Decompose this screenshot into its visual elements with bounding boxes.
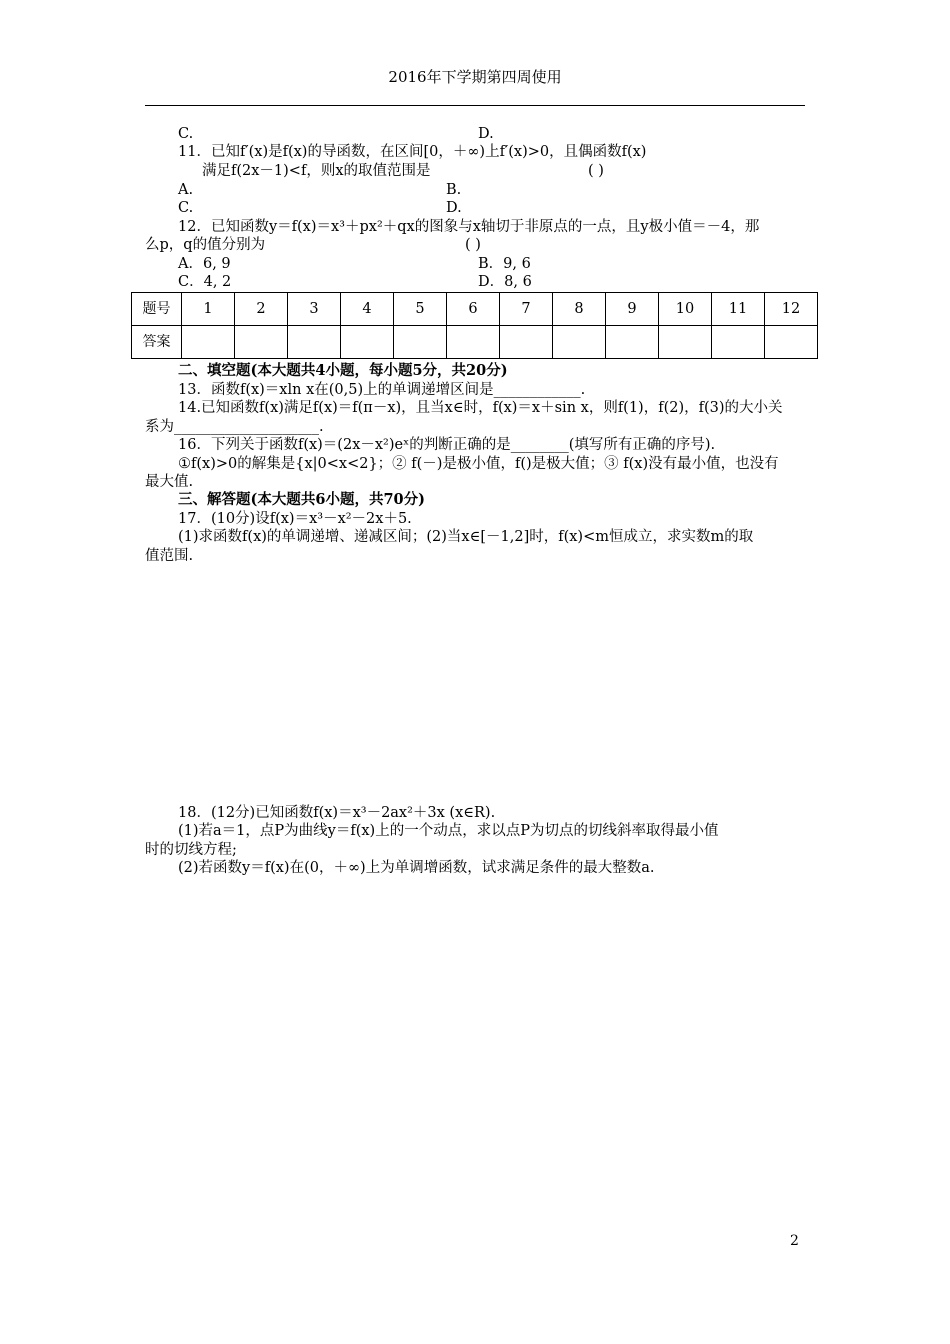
answer-table-number: 2 [235, 293, 288, 326]
answer-table-number: 12 [765, 293, 818, 326]
answer-cell [553, 326, 606, 359]
answer-cell [235, 326, 288, 359]
answer-table-number: 5 [394, 293, 447, 326]
answer-table-number: 10 [659, 293, 712, 326]
q13-stem: 13．函数f(x)＝xln x在(0,5)上的单调递增区间是____________. [178, 382, 586, 398]
answer-cell [712, 326, 765, 359]
q17-parts-line2: 值范围. [145, 548, 194, 564]
q10-option-d: D. [478, 126, 494, 142]
q18-part1-line2: 时的切线方程; [145, 842, 237, 858]
answer-cell [447, 326, 500, 359]
q12-option-b: B．9, 6 [478, 256, 531, 272]
q11-option-b: B. [446, 182, 462, 198]
q16-statements-line2: 最大值. [145, 474, 194, 490]
section-3-heading: 三、解答题(本大题共6小题，共70分) [178, 491, 425, 508]
answer-table-row-answers [132, 326, 818, 359]
q12-option-a: A．6, 9 [178, 256, 231, 272]
q11-option-d: D. [446, 200, 462, 216]
answer-table-number: 7 [500, 293, 553, 326]
answer-cell [394, 326, 447, 359]
q14-stem-line1: 14.已知函数f(x)满足f(x)＝f(π－x)，且当x∈时，f(x)＝x＋sin x，则f(1)，f(2)，f(3)的大小关 [178, 400, 783, 416]
answer-cell [500, 326, 553, 359]
section-2-heading: 二、填空题(本大题共4小题，每小题5分，共20分) [178, 362, 508, 379]
answer-cell [765, 326, 818, 359]
answer-cell [182, 326, 235, 359]
answer-cell [606, 326, 659, 359]
answer-table-number: 8 [553, 293, 606, 326]
q17-parts-line1: (1)求函数f(x)的单调递增、递减区间；(2)当x∈[－1,2]时，f(x)<m恒成立，求实数m的取 [178, 529, 754, 545]
page-header: 2016年下学期第四周使用 [388, 68, 562, 86]
q12-option-d: D．8, 6 [478, 274, 532, 290]
answer-table-number: 1 [182, 293, 235, 326]
answer-table-header-number: 题号 [132, 293, 182, 326]
q11-stem-line2: 满足f(2x－1)<f，则x的取值范围是 [202, 163, 431, 179]
answer-table-row-numbers [132, 293, 818, 326]
header-rule [145, 105, 805, 106]
q18-part1-line1: (1)若a＝1，点P为曲线y＝f(x)上的一个动点，求以点P为切点的切线斜率取得最小值 [178, 823, 719, 839]
q17-stem: 17．(10分)设f(x)＝x³－x²－2x＋5. [178, 511, 412, 527]
q11-answer-paren: ( ) [588, 163, 604, 179]
page-number: 2 [790, 1233, 799, 1249]
answer-cell [659, 326, 712, 359]
q16-statements-line1: ①f(x)>0的解集是{x|0<x<2}；② f(－)是极小值，f()是极大值；③ f(x)没有最小值，也没有 [178, 456, 779, 472]
q16-stem: 16．下列关于函数f(x)＝(2x－x²)eˣ的判断正确的是________(填写所有正确的序号). [178, 437, 716, 453]
answer-table-number: 4 [341, 293, 394, 326]
answer-table [131, 292, 818, 359]
q18-stem: 18．(12分)已知函数f(x)＝x³－2ax²＋3x (x∈R). [178, 805, 496, 821]
q10-option-c: C. [178, 126, 194, 142]
answer-cell [288, 326, 341, 359]
q12-answer-paren: ( ) [465, 237, 481, 253]
q11-stem-line1: 11．已知f′(x)是f(x)的导函数，在区间[0，＋∞)上f′(x)>0，且偶函数f(x) [178, 144, 647, 160]
answer-table-number: 11 [712, 293, 765, 326]
answer-cell [341, 326, 394, 359]
q18-part2: (2)若函数y＝f(x)在(0，＋∞)上为单调增函数，试求满足条件的最大整数a. [178, 860, 655, 876]
answer-table-number: 3 [288, 293, 341, 326]
q12-stem-line1: 12．已知函数y＝f(x)＝x³＋px²＋qx的图象与x轴切于非原点的一点，且y极小值＝－4，那 [178, 219, 760, 235]
q11-option-a: A. [178, 182, 194, 198]
answer-table-header-answer: 答案 [132, 326, 182, 359]
q11-option-c: C. [178, 200, 194, 216]
q14-stem-line2: 系为____________________. [145, 419, 324, 435]
q12-stem-line2: 么p，q的值分别为 [145, 237, 266, 253]
q12-option-c: C．4, 2 [178, 274, 232, 290]
answer-table-number: 9 [606, 293, 659, 326]
answer-table-number: 6 [447, 293, 500, 326]
